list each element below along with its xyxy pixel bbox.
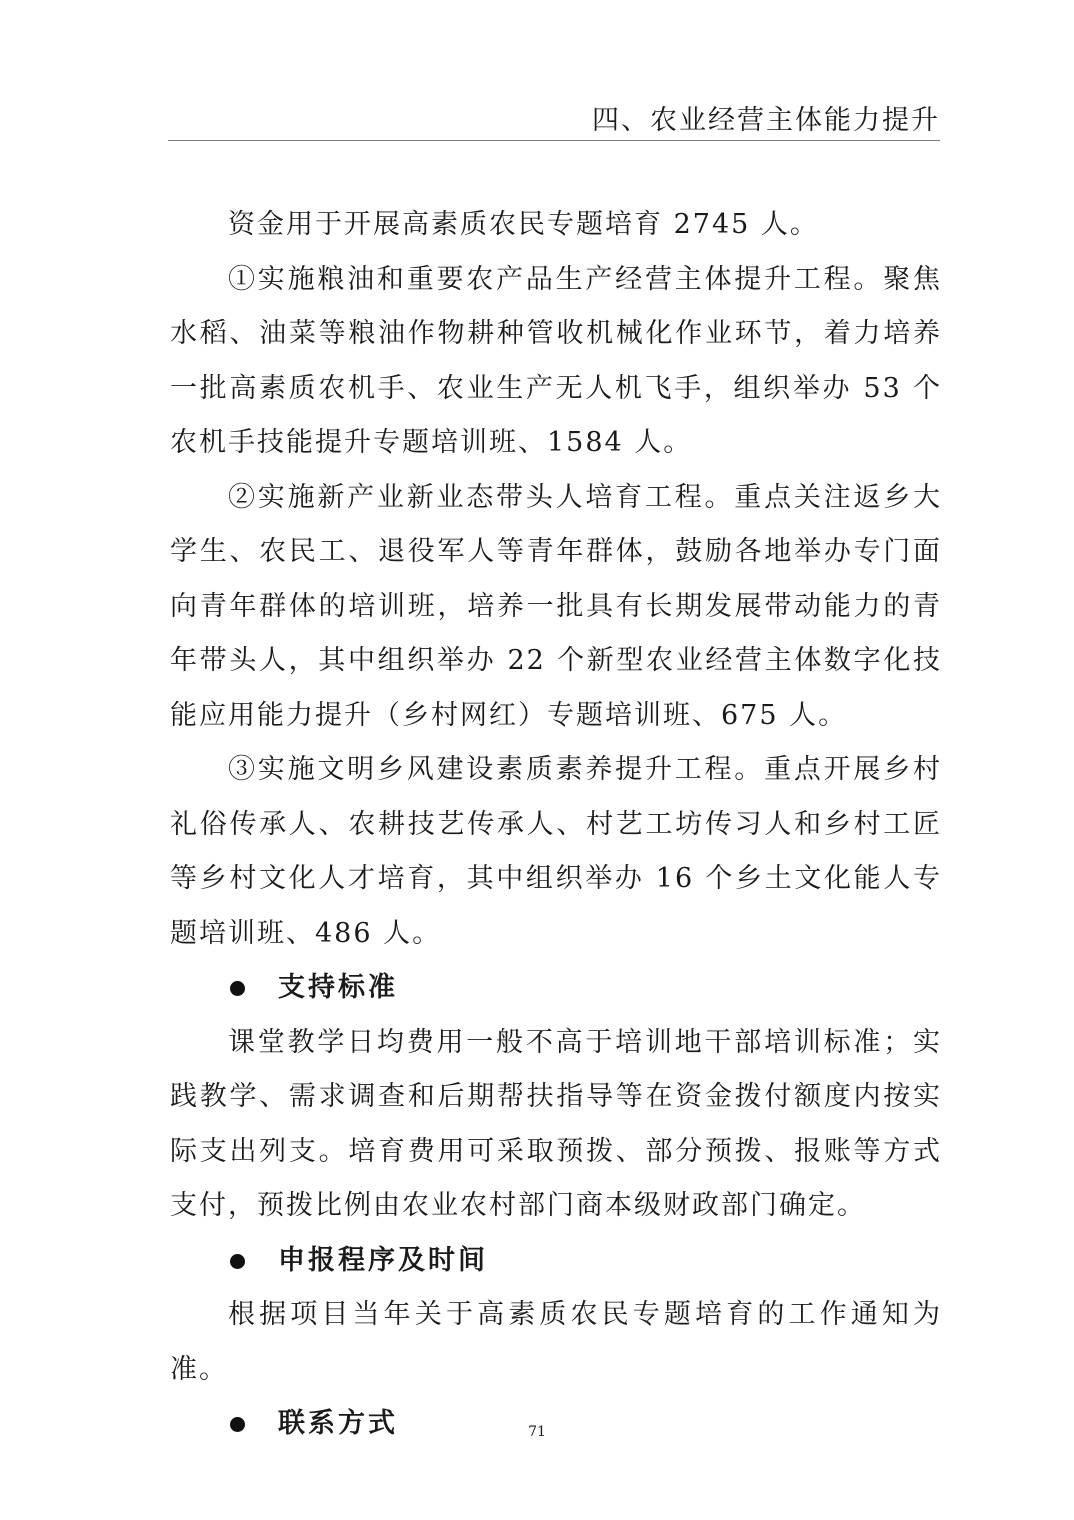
support-heading — [170, 961, 942, 1016]
apply-heading — [170, 1234, 942, 1289]
item-1-paragraph: ①实施粮油和重要农产品生产经营主体提升工程。聚焦水稻、油菜等粮油作物耕种管收机械化作业环节，着力培养一批高素质农机手、农业生产无人机飞手，组织举办 53 个农机手技能提升专题培训班、1584 人。 — [170, 263, 942, 458]
bullet-icon — [230, 1254, 245, 1269]
item-2-paragraph: ②实施新产业新业态带头人培育工程。重点关注返乡大学生、农民工、退役军人等青年群体，鼓励各地举办专门面向青年群体的培训班，培养一批具有长期发展带动能力的青年带头人，其中组织举办 22 个新型农业经营主体数字化技能应用能力提升（乡村网红）专题培训班、675 人。 — [170, 481, 942, 731]
page-number: 71 — [528, 1424, 546, 1440]
contact-heading-label: 联系方式 — [278, 1408, 398, 1439]
page-header — [168, 94, 940, 141]
apply-heading-label: 申报程序及时间 — [278, 1244, 488, 1276]
document-body — [170, 198, 942, 1452]
bullet-icon — [230, 981, 245, 996]
support-heading-label: 支持标准 — [278, 972, 398, 1003]
apply-paragraph: 根据项目当年关于高素质农民专题培育的工作通知为准。 — [170, 1299, 942, 1385]
item-3-paragraph: ③实施文明乡风建设素质素养提升工程。重点开展乡村礼俗传承人、农耕技艺传承人、村艺工坊传习人和乡村工匠等乡村文化人才培育，其中组织举办 16 个乡土文化能人专题培训班、486 人。 — [170, 754, 942, 949]
support-paragraph: 课堂教学日均费用一般不高于培训地干部培训标准；实践教学、需求调查和后期帮扶指导等在资金拨付额度内按实际支出列支。培育费用可采取预拨、部分预拨、报账等方式支付，预拨比例由农业农村部门商本级财政部门确定。 — [170, 1026, 942, 1221]
section-title: 四、农业经营主体能力提升 — [592, 105, 940, 136]
intro-paragraph: 资金用于开展高素质农民专题培育 2745 人。 — [228, 209, 819, 240]
